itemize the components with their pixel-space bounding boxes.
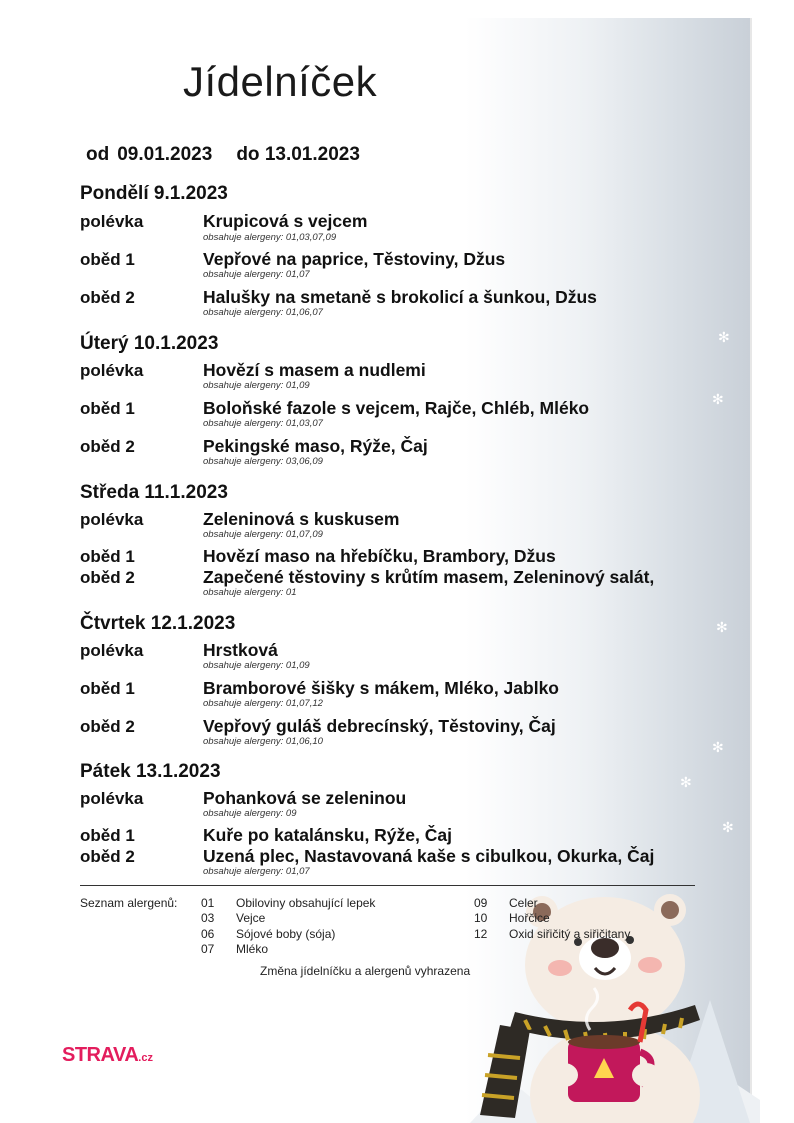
meal-name: Bramborové šišky s mákem, Mléko, Jablko bbox=[203, 678, 559, 698]
allergen-name: Sójové boby (sója) bbox=[236, 927, 336, 941]
range-to-label: do bbox=[236, 144, 260, 165]
range-from-date: 09.01.2023 bbox=[117, 144, 213, 165]
day-heading: Pondělí 9.1.2023 bbox=[80, 183, 228, 204]
allergen-name: Mléko bbox=[236, 942, 269, 956]
meal-name: Pohanková se zeleninou bbox=[203, 788, 407, 808]
meal-name: Vepřový guláš debrecínský, Těstoviny, Čaj bbox=[203, 716, 556, 736]
meal-name: Zeleninová s kuskusem bbox=[203, 509, 400, 529]
meal-type-label: polévka bbox=[80, 212, 144, 231]
allergen-name: Oxid siřičitý a siřičitany bbox=[509, 927, 631, 941]
meal-allergens: obsahuje alergeny: 01,06,10 bbox=[203, 736, 323, 747]
meal-type-label: polévka bbox=[80, 789, 144, 808]
snowflake-icon: ✻ bbox=[718, 329, 730, 345]
meal-name: Pekingské maso, Rýže, Čaj bbox=[203, 436, 428, 456]
meal-type-label: polévka bbox=[80, 361, 144, 380]
allergen-name: Celer bbox=[509, 896, 538, 910]
meal-type-label: oběd 2 bbox=[80, 568, 135, 587]
meal-name: Boloňské fazole s vejcem, Rajče, Chléb, Mléko bbox=[203, 398, 590, 418]
menu-change-notice: Změna jídelníčku a alergenů vyhrazena bbox=[260, 964, 471, 978]
meal-name: Uzená plec, Nastavovaná kaše s cibulkou, Okurka, Čaj bbox=[203, 846, 655, 866]
page-title: Jídelníček bbox=[183, 58, 378, 105]
meal-type-label: oběd 1 bbox=[80, 399, 135, 418]
day-heading: Pátek 13.1.2023 bbox=[80, 761, 221, 782]
meal-type-label: oběd 1 bbox=[80, 826, 135, 845]
meal-type-label: polévka bbox=[80, 510, 144, 529]
meal-allergens: obsahuje alergeny: 01,06,07 bbox=[203, 307, 323, 318]
meal-allergens: obsahuje alergeny: 01,09 bbox=[203, 660, 310, 671]
meal-type-label: oběd 2 bbox=[80, 847, 135, 866]
meal-type-label: oběd 1 bbox=[80, 547, 135, 566]
meal-name: Hovězí s masem a nudlemi bbox=[203, 360, 426, 380]
meal-allergens: obsahuje alergeny: 01,09 bbox=[203, 380, 310, 391]
meal-name: Zapečené těstoviny s krůtím masem, Zeleninový salát, bbox=[203, 567, 655, 587]
meal-allergens: obsahuje alergeny: 09 bbox=[203, 808, 297, 819]
snowflake-icon: ✻ bbox=[712, 739, 724, 755]
meal-allergens: obsahuje alergeny: 01,03,07 bbox=[203, 418, 323, 429]
snowflake-icon: ✻ bbox=[712, 391, 724, 407]
logo-main-text: STRAVA bbox=[62, 1044, 139, 1066]
snowflake-icon: ✻ bbox=[716, 619, 728, 635]
snowflake-icon: ✻ bbox=[680, 774, 692, 790]
allergen-legend-title: Seznam alergenů: bbox=[80, 896, 178, 910]
allergen-code: 06 bbox=[201, 927, 215, 941]
meal-name: Hovězí maso na hřebíčku, Brambory, Džus bbox=[203, 546, 556, 566]
meal-allergens: obsahuje alergeny: 01,07 bbox=[203, 866, 310, 877]
allergen-code: 03 bbox=[201, 911, 215, 925]
meal-allergens: obsahuje alergeny: 01,03,07,09 bbox=[203, 232, 337, 243]
allergen-code: 07 bbox=[201, 942, 215, 956]
logo-suffix-text: .cz bbox=[138, 1052, 153, 1064]
allergen-code: 10 bbox=[474, 911, 488, 925]
meal-type-label: oběd 2 bbox=[80, 717, 135, 736]
snowflake-icon: ✻ bbox=[722, 819, 734, 835]
allergen-name: Obiloviny obsahující lepek bbox=[236, 896, 376, 910]
meal-type-label: oběd 1 bbox=[80, 679, 135, 698]
meal-type-label: polévka bbox=[80, 641, 144, 660]
meal-name: Hrstková bbox=[203, 640, 278, 660]
allergen-code: 12 bbox=[474, 927, 488, 941]
meal-type-label: oběd 2 bbox=[80, 288, 135, 307]
allergen-code: 01 bbox=[201, 896, 215, 910]
allergen-name: Vejce bbox=[236, 911, 266, 925]
range-to-date: 13.01.2023 bbox=[264, 144, 360, 165]
meal-name: Kuře po katalánsku, Rýže, Čaj bbox=[203, 825, 452, 845]
date-range bbox=[86, 144, 360, 166]
meal-name: Vepřové na paprice, Těstoviny, Džus bbox=[203, 249, 506, 269]
meal-type-label: oběd 2 bbox=[80, 437, 135, 456]
meal-allergens: obsahuje alergeny: 01 bbox=[203, 587, 297, 598]
meal-allergens: obsahuje alergeny: 01,07 bbox=[203, 269, 310, 280]
day-heading: Středa 11.1.2023 bbox=[80, 482, 228, 503]
allergen-code: 09 bbox=[474, 896, 488, 910]
meal-name: Krupicová s vejcem bbox=[203, 211, 368, 231]
meal-allergens: obsahuje alergeny: 03,06,09 bbox=[203, 456, 323, 467]
meal-allergens: obsahuje alergeny: 01,07,09 bbox=[203, 529, 323, 540]
allergen-name: Hořčice bbox=[509, 911, 550, 925]
range-from-label: od bbox=[86, 144, 110, 165]
day-heading: Úterý 10.1.2023 bbox=[80, 333, 219, 354]
day-heading: Čtvrtek 12.1.2023 bbox=[80, 613, 236, 634]
meal-type-label: oběd 1 bbox=[80, 250, 135, 269]
meal-name: Halušky na smetaně s brokolicí a šunkou, Džus bbox=[203, 287, 597, 307]
strava-logo[interactable] bbox=[62, 1044, 153, 1067]
meal-allergens: obsahuje alergeny: 01,07,12 bbox=[203, 698, 323, 709]
